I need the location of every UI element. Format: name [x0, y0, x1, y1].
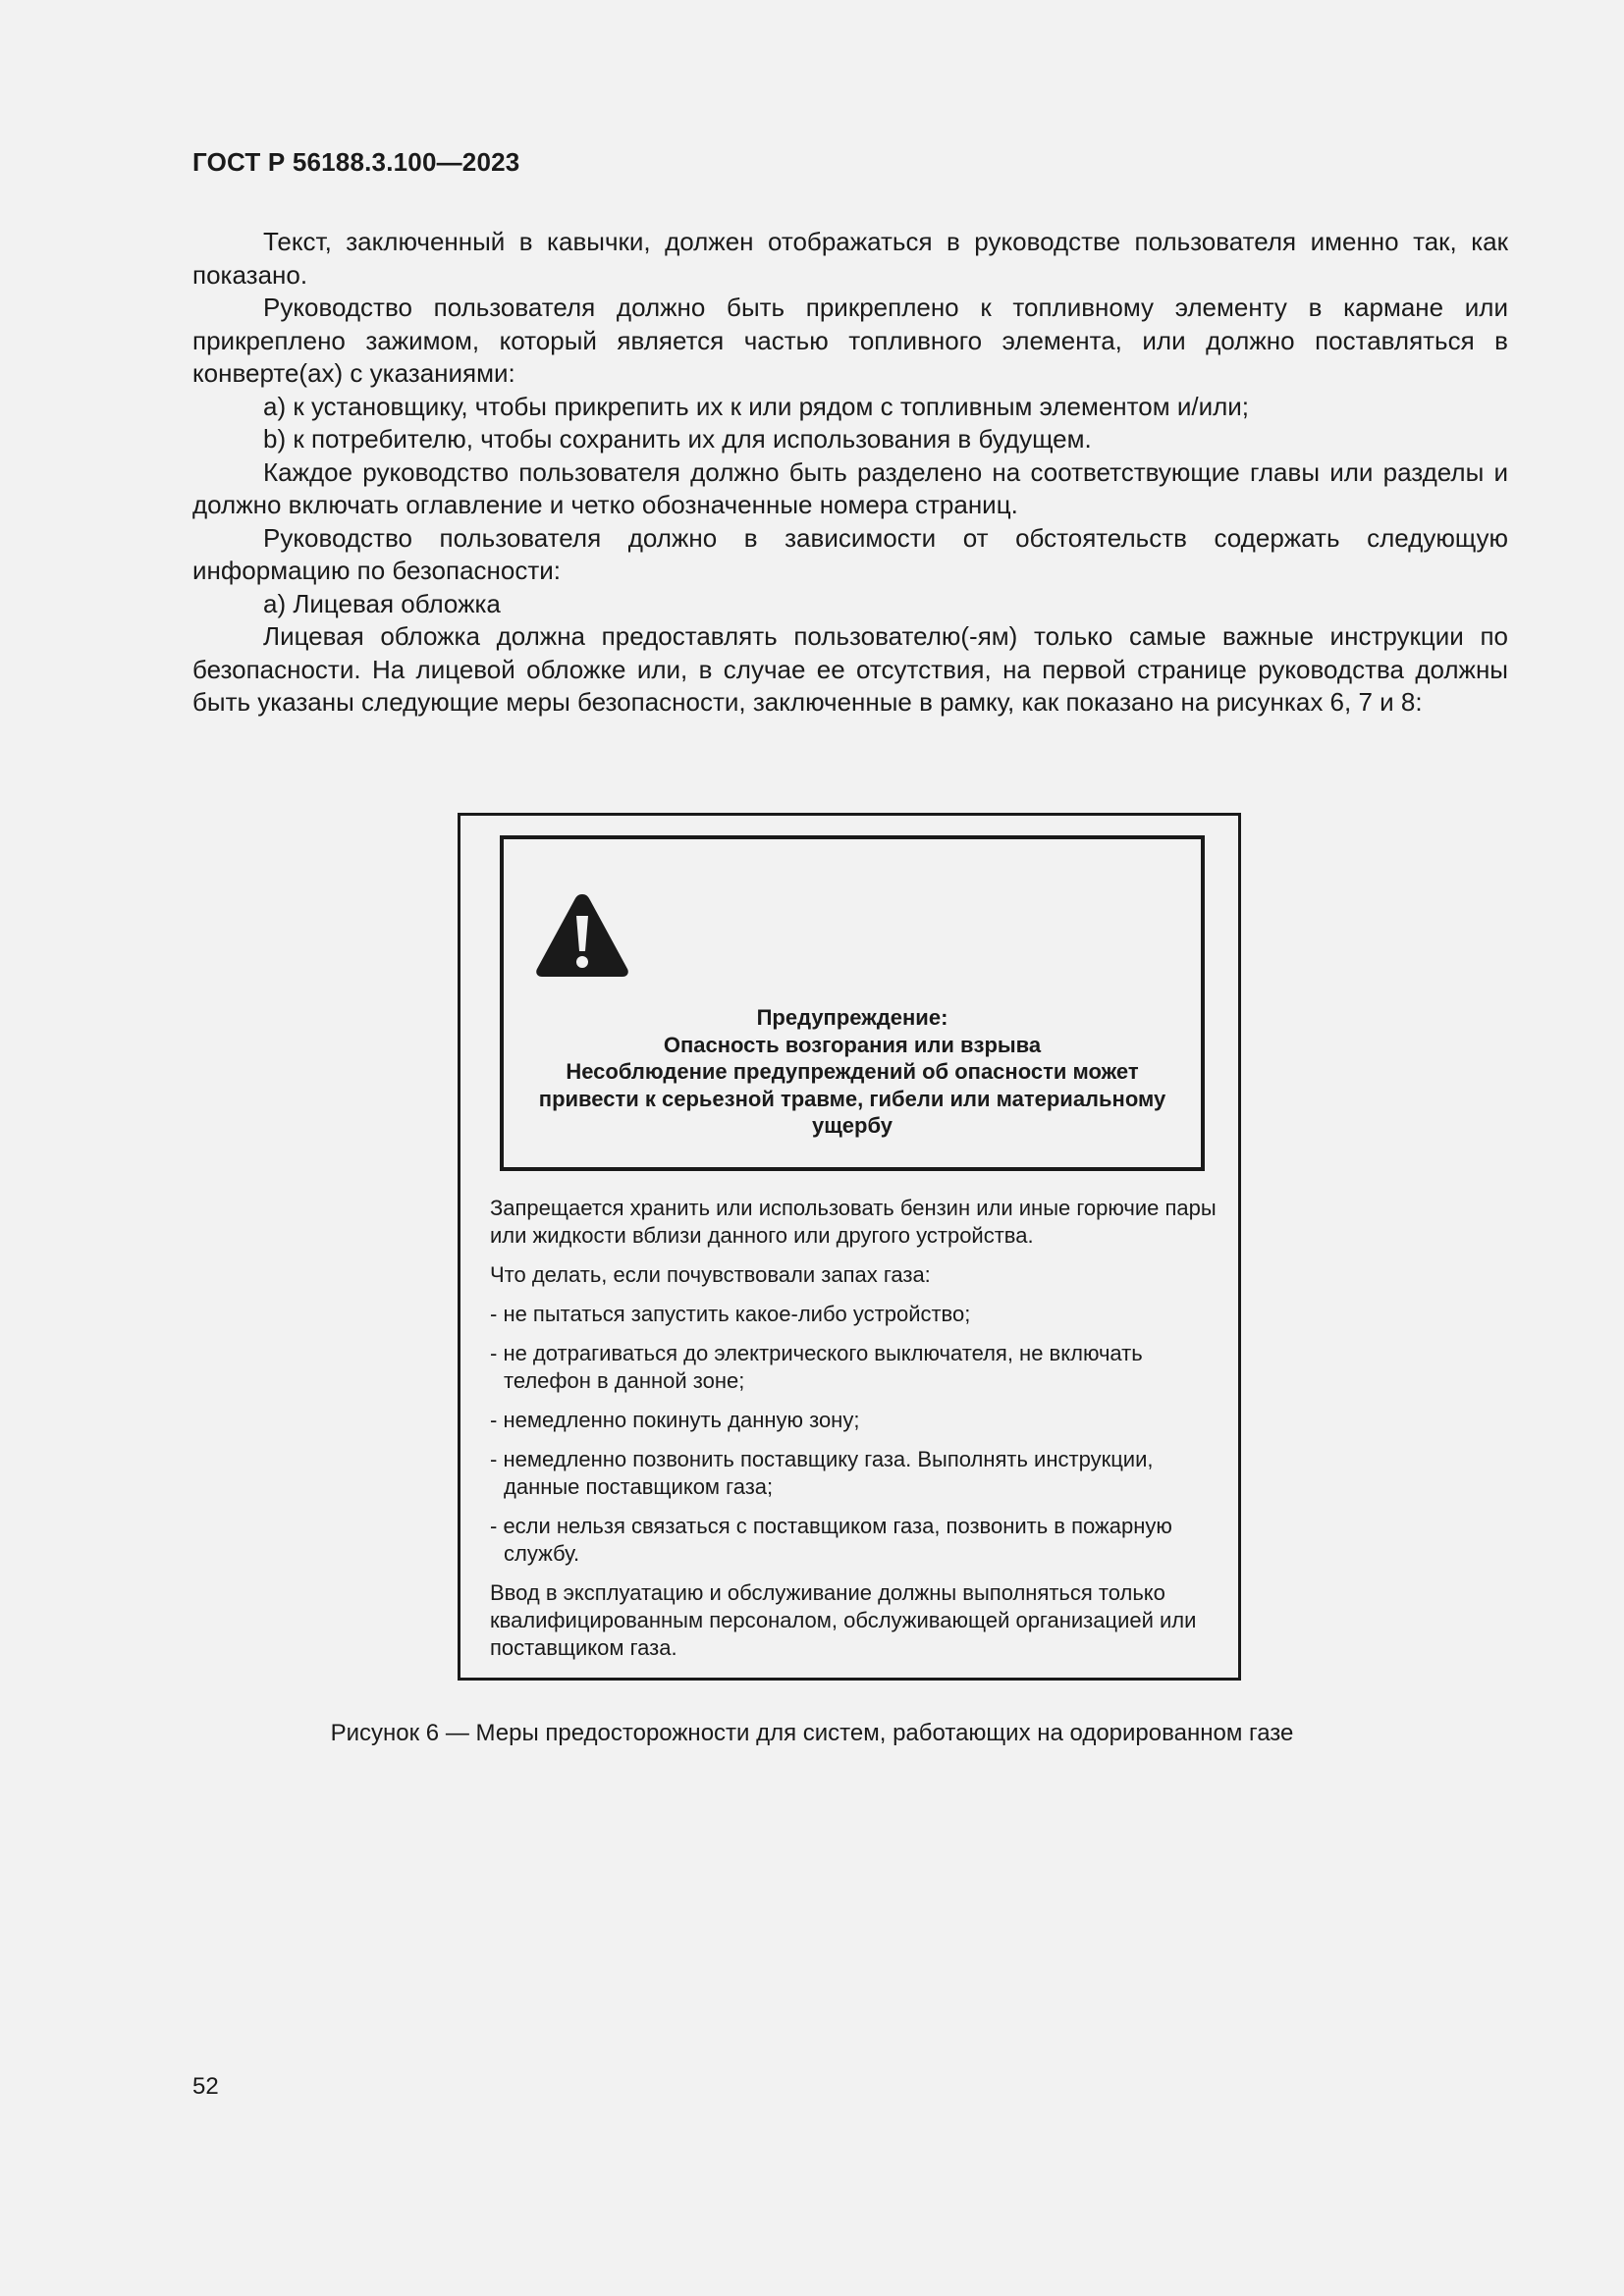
paragraph: Лицевая обложка должна предоставлять пользователю(-ям) только самые важные инструкции по безопасности. На лицевой обложке или, в случае ее отсутствия, на первой странице руководства должны быть указаны следующие меры безопасности, заключенные в рамку, как показано на рисунках 6, 7 и 8:: [192, 621, 1508, 717]
page-number: 52: [192, 2073, 219, 2100]
rules-question: Что делать, если почувствовали запах газа:: [490, 1262, 931, 1287]
list-item: b) к потребителю, чтобы сохранить их для использования в будущем.: [263, 424, 1092, 454]
rule-item: - не дотрагиваться до электрического выключателя, не включать телефон в данной зоне;: [490, 1341, 1143, 1393]
warning-triangle-icon: [533, 890, 631, 979]
document-header: ГОСТ Р 56188.3.100—2023: [192, 147, 520, 177]
rule-item: - если нельзя связаться с поставщиком газа, позвонить в пожарную службу.: [490, 1514, 1172, 1566]
body-text: [192, 226, 1508, 720]
rules-intro: Запрещается хранить или использовать бензин или иные горючие пары или жидкости вблизи данного или другого устройства.: [490, 1196, 1217, 1248]
warning-line: Несоблюдение предупреждений об опасности может: [566, 1059, 1139, 1084]
safety-rules: [490, 1195, 1217, 1674]
warning-line: Опасность возгорания или взрыва: [663, 1032, 1042, 1057]
warning-line: привести к серьезной травме, гибели или материальному: [538, 1086, 1166, 1111]
rule-item: - не пытаться запустить какое-либо устройство;: [490, 1302, 971, 1326]
figure-caption: Рисунок 6 — Меры предосторожности для систем, работающих на одорированном газе: [330, 1720, 1294, 1746]
figure-frame: [458, 813, 1241, 1681]
warning-line: ущербу: [811, 1113, 893, 1138]
list-item: а) к установщику, чтобы прикрепить их к или рядом с топливным элементом и/или;: [263, 391, 1250, 421]
paragraph: Руководство пользователя должно быть прикреплено к топливному элементу в кармане или прикреплено зажимом, который является частью топливного элемента, или должно поставляться в конверте(ах) с указаниями:: [192, 293, 1508, 388]
rules-closing: Ввод в эксплуатацию и обслуживание должны выполняться только квалифицированным персоналом, обслуживающей организацией или поставщиком газа.: [490, 1580, 1197, 1660]
paragraph: Каждое руководство пользователя должно быть разделено на соответствующие главы или разделы и должно включать оглавление и четко обозначенные номера страниц.: [192, 456, 1508, 519]
paragraph: Руководство пользователя должно в зависимости от обстоятельств содержать следующую информацию по безопасности:: [192, 522, 1508, 585]
warning-text: [504, 1004, 1201, 1140]
rule-item: - немедленно покинуть данную зону;: [490, 1408, 860, 1432]
warning-box: [500, 835, 1205, 1171]
warning-line: Предупреждение:: [756, 1005, 948, 1030]
list-item: а) Лицевая обложка: [263, 588, 501, 618]
rule-item: - немедленно позвонить поставщику газа. Выполнять инструкции, данные поставщиком газа;: [490, 1447, 1154, 1499]
paragraph: Текст, заключенный в кавычки, должен отображаться в руководстве пользователя именно так, как показано.: [192, 227, 1508, 290]
